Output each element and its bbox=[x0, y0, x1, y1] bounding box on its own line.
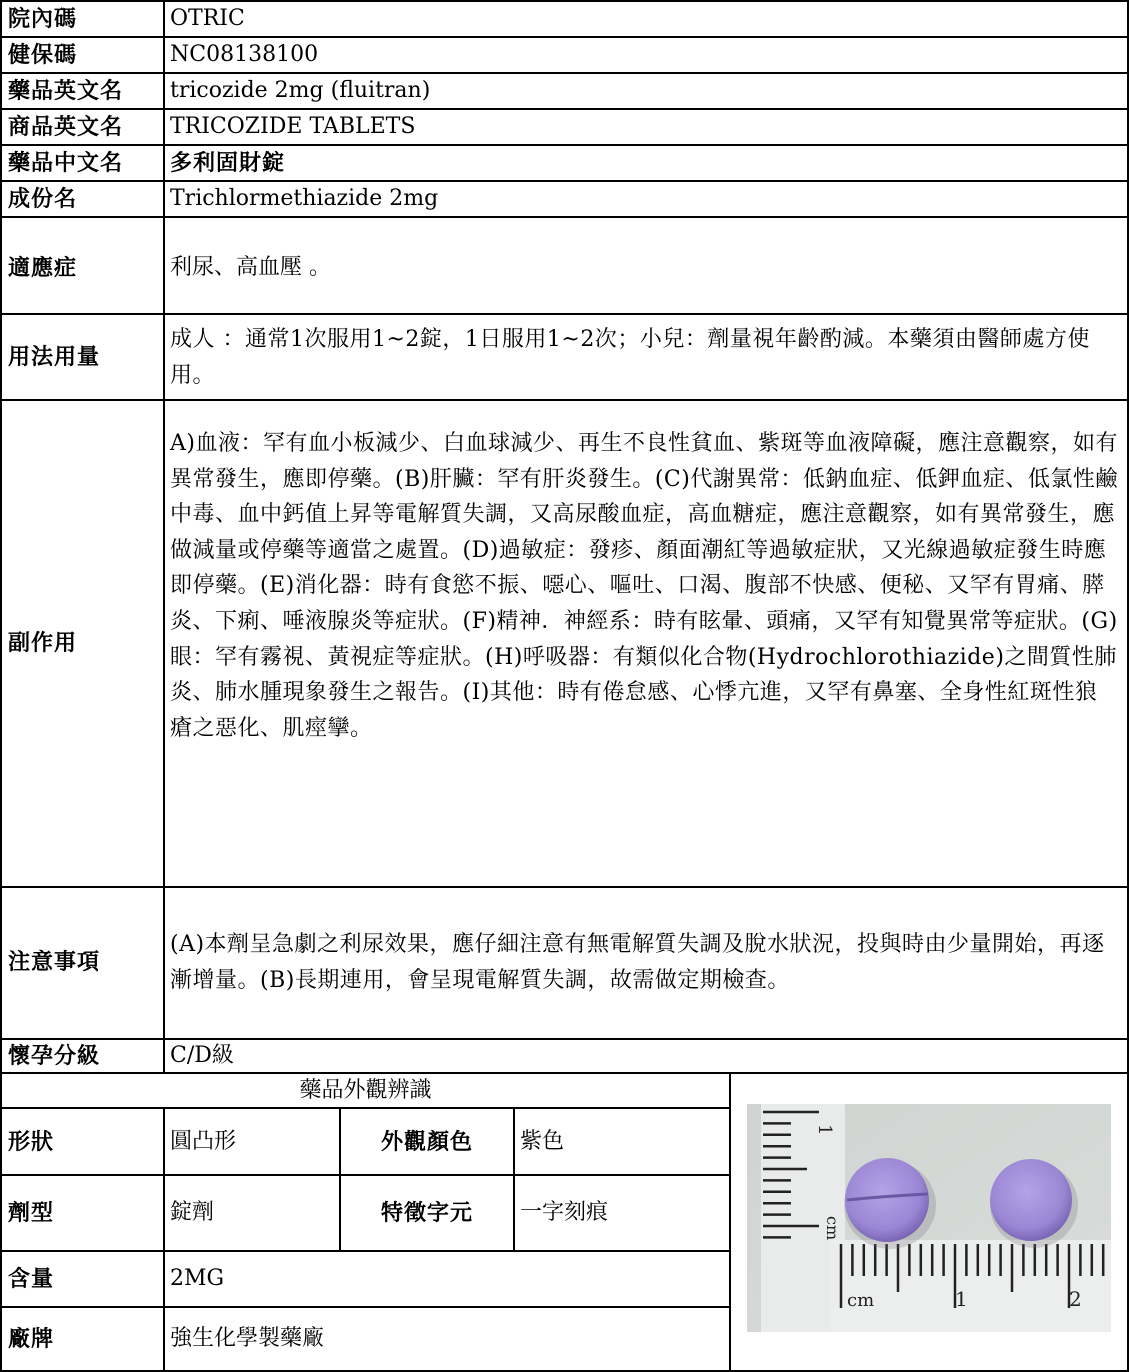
drug-zh-name-value: 多利固財錠 bbox=[170, 150, 286, 176]
border-line bbox=[0, 36, 1129, 38]
manufacturer-value: 強生化學製藥廠 bbox=[170, 1326, 325, 1351]
manufacturer-label: 廠牌 bbox=[8, 1326, 55, 1352]
border-line bbox=[0, 399, 1129, 401]
strength-value: 2MG bbox=[170, 1266, 225, 1291]
border-line bbox=[0, 72, 1129, 74]
border-line bbox=[0, 144, 1129, 146]
border-line bbox=[0, 1250, 731, 1252]
indication-label: 適應症 bbox=[8, 255, 78, 281]
form-value: 錠劑 bbox=[170, 1200, 215, 1225]
dosage-label: 用法用量 bbox=[8, 344, 101, 370]
shape-value: 圓凸形 bbox=[170, 1129, 237, 1154]
nhi-code-label: 健保碼 bbox=[8, 42, 78, 68]
dosage-value: 成人 ：通常1次服用1~2錠，1日服用1~2次；小兒：劑量視年齡酌減。本藥須由醫師處方使用。 bbox=[170, 327, 1090, 388]
ingredient-label: 成份名 bbox=[8, 186, 78, 212]
marking-label: 特徵字元 bbox=[380, 1200, 473, 1226]
strength-label: 含量 bbox=[8, 1266, 55, 1292]
shape-label: 形狀 bbox=[8, 1129, 55, 1155]
vertical-ruler-mark-1: 1 bbox=[814, 1124, 835, 1136]
border-line bbox=[0, 0, 2, 1372]
form-label: 劑型 bbox=[8, 1200, 55, 1226]
horizontal-ruler-unit: cm bbox=[847, 1290, 875, 1311]
border-line bbox=[0, 0, 1129, 2]
border-line bbox=[0, 1174, 731, 1176]
border-line bbox=[729, 1072, 731, 1372]
pregnancy-label: 懷孕分級 bbox=[8, 1043, 101, 1069]
side-effects-label: 副作用 bbox=[8, 630, 78, 656]
border-line bbox=[0, 1306, 731, 1308]
precautions-label: 注意事項 bbox=[8, 949, 101, 975]
hospital-code-value: OTRIC bbox=[170, 6, 245, 31]
tablet-plain-side bbox=[990, 1159, 1072, 1241]
color-value: 紫色 bbox=[520, 1129, 565, 1154]
precautions-value: (A)本劑呈急劇之利尿效果，應仔細注意有無電解質失調及脫水狀況，投與時由少量開始，再逐漸增量。(B)長期連用，會呈現電解質失調，故需做定期檢查。 bbox=[170, 932, 1105, 993]
pregnancy-value: C/D級 bbox=[170, 1043, 234, 1068]
horizontal-ruler-mark-2: 2 bbox=[1069, 1287, 1082, 1311]
border-line bbox=[0, 886, 1129, 888]
border-line bbox=[0, 313, 1129, 315]
border-line bbox=[0, 216, 1129, 218]
tablet-photo-illustration bbox=[747, 1104, 1111, 1332]
nhi-code-value: NC08138100 bbox=[170, 42, 319, 67]
marking-value: 一字刻痕 bbox=[520, 1200, 609, 1225]
drug-en-name-value: tricozide 2mg (fluitran) bbox=[170, 78, 431, 103]
border-line bbox=[0, 180, 1129, 182]
vertical-ruler-unit: cm bbox=[823, 1216, 842, 1241]
drug-zh-name-label: 藥品中文名 bbox=[8, 150, 124, 176]
indication-value: 利尿、高血壓 。 bbox=[170, 255, 331, 280]
hospital-code-label: 院內碼 bbox=[8, 6, 78, 32]
border-line bbox=[163, 0, 165, 1074]
border-line bbox=[0, 1072, 1129, 1074]
appearance-title: 藥品外觀辨識 bbox=[299, 1078, 432, 1103]
tablet-photo bbox=[747, 1104, 1111, 1332]
color-label: 外觀顏色 bbox=[380, 1129, 473, 1155]
ingredient-value: Trichlormethiazide 2mg bbox=[170, 186, 439, 211]
border-line bbox=[0, 1038, 1129, 1040]
side-effects-value: A)血液：罕有血小板減少、白血球減少、再生不良性貧血、紫斑等血液障礙，應注意觀察，如有異常發生，應即停藥。(B)肝臟：罕有肝炎發生。(C)代謝異常：低鈉血症、低鉀血症、低氯性鹼中毒、血中鈣值上昇等電解質失調，又高尿酸血症，高血糖症，應注意觀察，如有異常發生，應做減量或停藥等適當之處置。(D)過敏症：發疹、顏面潮紅等過敏症狀，又光線過敏症發生時應即停藥。(E)消化器：時有食慾不振、噁心、嘔吐、口渴、腹部不快感、便秘、又罕有胃痛、膵炎、下痢、唾液腺炎等症狀。(F)精神．神經系：時有眩暈、頭痛，又罕有知覺異常等症狀。(G)眼：罕有霧視、黃視症等症狀。(H)呼吸器：有類似化合物(Hydrochlorothiazide)之間質性肺炎、肺水腫現象發生之報告。(I)其他：時有倦怠感、心悸亢進，又罕有鼻塞、全身性紅斑性狼瘡之惡化、肌痙攣。 bbox=[170, 431, 1118, 741]
border-line bbox=[513, 1107, 515, 1252]
border-line bbox=[163, 1107, 165, 1372]
border-line bbox=[0, 108, 1129, 110]
border-line bbox=[0, 1107, 731, 1109]
horizontal-ruler-mark-1: 1 bbox=[955, 1287, 968, 1311]
product-en-name-label: 商品英文名 bbox=[8, 114, 124, 140]
product-en-name-value: TRICOZIDE TABLETS bbox=[170, 114, 416, 139]
drug-en-name-label: 藥品英文名 bbox=[8, 78, 124, 104]
